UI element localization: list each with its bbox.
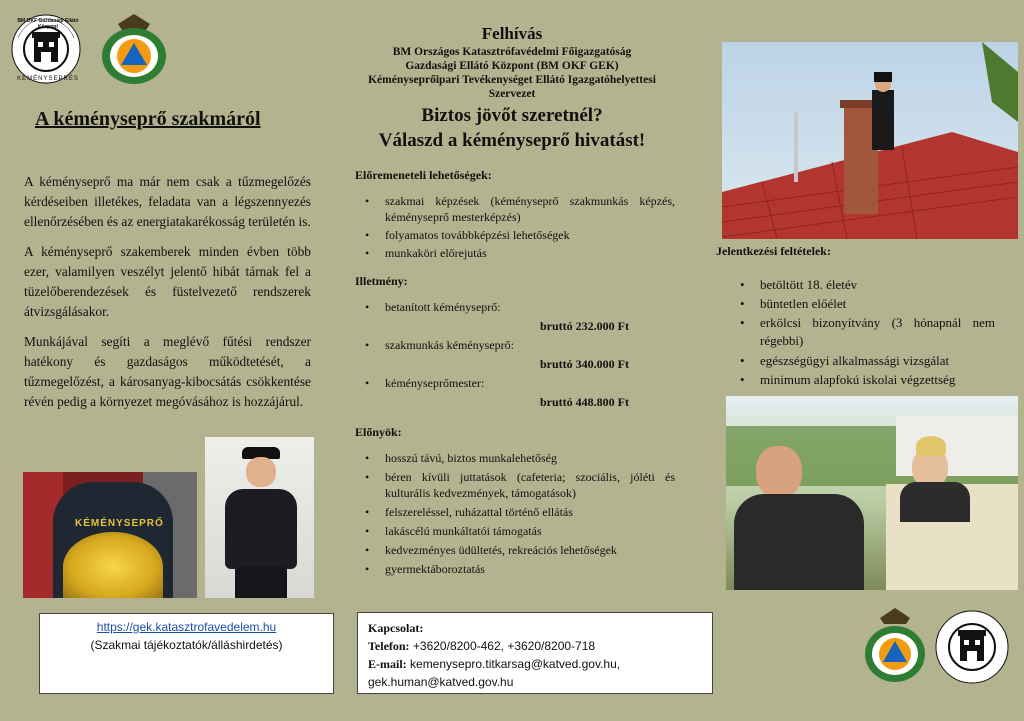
website-link-note: (Szakmai tájékoztatók/álláshirdetés) xyxy=(90,638,283,652)
salary-item xyxy=(355,337,675,372)
requirement-item: • betöltött 18. életév xyxy=(730,276,995,294)
contact-heading: Kapcsolat: xyxy=(368,621,424,635)
benefit-item: • lakáscélú munkáltatói támogatás xyxy=(355,523,675,539)
disaster-management-emblem-icon xyxy=(98,10,170,86)
about-text xyxy=(24,172,311,412)
website-link[interactable]: https://gek.katasztrofavedelem.hu xyxy=(96,620,277,634)
chimney-sweep-logo-icon-bottom xyxy=(932,607,1012,687)
roof-chimney-photo xyxy=(722,42,1018,239)
advancement-item: • munkaköri előrejutás xyxy=(355,245,675,261)
logo-text-top: BM OKF Gazdasági Ellátó Központ xyxy=(17,18,79,30)
benefit-item: • felszereléssel, ruházattal történő ellátás xyxy=(355,504,675,520)
benefit-item: • béren kívüli juttatások (cafeteria; szociális, jóléti és kulturális kedvezmények, támogatások) xyxy=(355,469,675,501)
salary-label: • szakmunkás kéményseprő: xyxy=(385,338,514,352)
salary-label: • kéményseprőmester: xyxy=(385,376,485,390)
email-value-2[interactable]: gek.human@katved.gov.hu xyxy=(368,675,514,689)
requirement-item: • büntetlen előélet xyxy=(730,295,995,313)
jacket-back-photo xyxy=(23,472,197,598)
benefits-heading: Előnyök: xyxy=(355,425,402,439)
advancement-list xyxy=(355,193,675,261)
salary-amount: bruttó 340.000 Ft xyxy=(540,357,629,371)
requirement-item: • minimum alapfokú iskolai végzettség xyxy=(730,371,995,389)
logo-text-bottom: KÉMÉNYSEPRÉS xyxy=(17,76,79,82)
advancement-heading: Előremeneteli lehetőségek: xyxy=(355,168,492,182)
benefits-list xyxy=(355,450,675,577)
benefit-item: • hosszú távú, biztos munkalehetőség xyxy=(355,450,675,466)
requirements-heading: Jelentkezési feltételek: xyxy=(716,244,831,258)
slogan-line-2: Válaszd a kéményseprő hivatást! xyxy=(378,130,646,151)
salary-amount: bruttó 448.800 Ft xyxy=(540,395,629,409)
roof-scene-icon xyxy=(722,42,1018,239)
about-heading: A kéményseprő szakmáról xyxy=(35,108,261,130)
website-box xyxy=(39,613,334,694)
organization-block xyxy=(352,45,672,101)
sweep-team-photo xyxy=(726,396,1018,590)
call-title: Felhívás xyxy=(481,24,543,43)
salary-heading: Illetmény: xyxy=(355,274,408,288)
email-label: E-mail: xyxy=(368,657,407,671)
advancement-item: • folyamatos továbbképzési lehetőségek xyxy=(355,227,675,243)
benefit-item: • kedvezményes üdültetés, rekreációs lehetőségek xyxy=(355,542,675,558)
org-line-2: Gazdasági Ellátó Központ (BM OKF GEK) xyxy=(405,60,619,72)
phone-value[interactable]: +3620/8200-462, +3620/8200-718 xyxy=(412,639,596,653)
salary-item xyxy=(355,375,675,410)
slogan-line-1: Biztos jövőt szeretnél? xyxy=(421,105,603,126)
about-paragraph-2: A kéményseprő szakemberek minden évben több ezer, valamilyen veszélyt jelentő hibát tárnak fel a tüzelőberendezések és füstelvezető rendszerek átvizsgálásakor. xyxy=(24,244,311,319)
slogan xyxy=(352,103,672,153)
benefit-item: • gyermektáboroztatás xyxy=(355,561,675,577)
salary-label: • betanított kéményseprő: xyxy=(385,300,501,314)
email-value-1[interactable]: kemenyseprо.titkarsag@katved.gov.hu, xyxy=(410,657,621,671)
middle-content xyxy=(355,167,675,577)
disaster-management-emblem-icon-bottom xyxy=(860,604,930,686)
requirement-item: • egészségügyi alkalmassági vizsgálat xyxy=(730,352,995,370)
about-paragraph-3: Munkájával segíti a meglévő fűtési rendszer hatékony és gazdaságos működtetését, a tűzmegelőzést, a károsanyag-kibocsátás csökkentése révén pedig a környezet megóvásához is hozzájárul. xyxy=(24,334,311,409)
phone-label: Telefon: xyxy=(368,639,410,653)
salary-list xyxy=(355,299,675,410)
advancement-item: • szakmai képzések (kéményseprő szakmunkás képzés, kéményseprő mesterképzés) xyxy=(355,193,675,225)
org-line-4: Szervezet xyxy=(488,88,536,100)
chimney-sweep-man-photo xyxy=(205,437,314,598)
org-line-1: BM Országos Katasztrófavédelmi Főigazgatóság xyxy=(392,46,632,58)
salary-amount: bruttó 232.000 Ft xyxy=(540,319,629,333)
org-line-3: Kéményseprőipari Tevékenységet Ellátó Igazgatóhelyettesi xyxy=(368,74,656,86)
about-paragraph-1: A kéményseprő ma már nem csak a tűzmegelőzés kérdéseiben illetékes, feladata van a légszennyezés ellenőrzésében és az energiatakarékosság területén is. xyxy=(24,174,311,229)
salary-item xyxy=(355,299,675,334)
requirements-list xyxy=(730,276,995,389)
requirement-item: • erkölcsi bizonyítvány (3 hónapnál nem régebbi) xyxy=(730,314,995,350)
contact-box xyxy=(357,612,713,694)
jacket-text: KÉMÉNYSEPRŐ xyxy=(75,518,164,529)
